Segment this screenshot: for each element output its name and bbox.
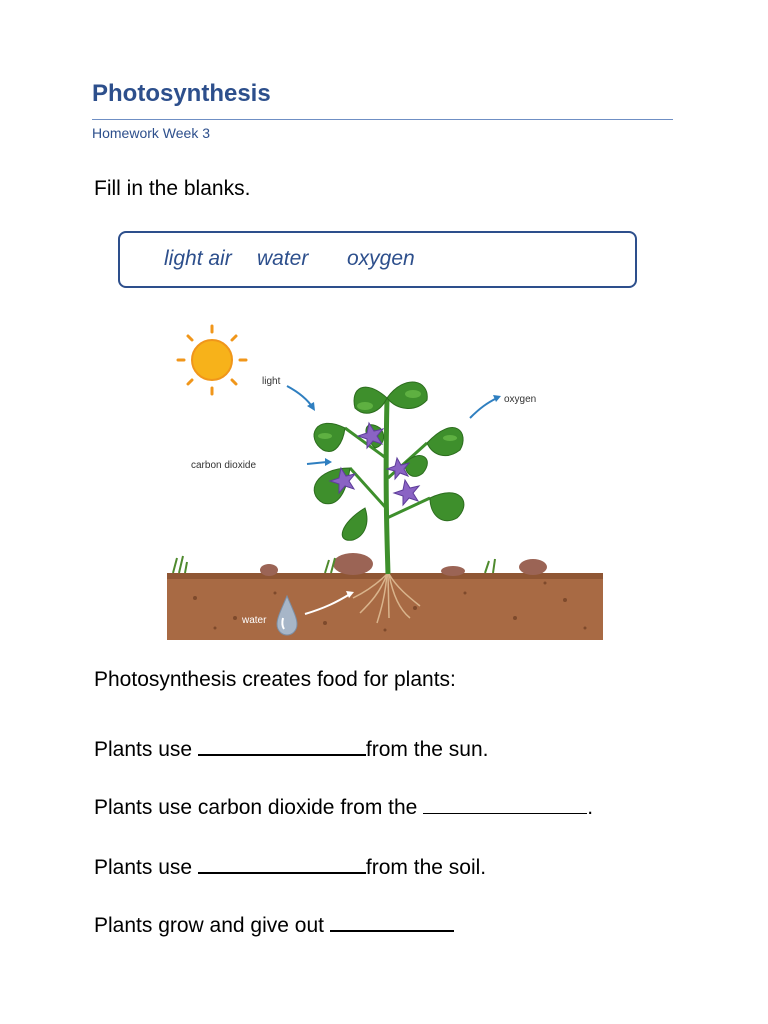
page-title: Photosynthesis (92, 80, 271, 107)
photosynthesis-diagram (165, 318, 605, 640)
word-bank-item: water (257, 247, 309, 270)
question-1-after: from the sun. (365, 738, 489, 761)
question-4 (94, 910, 454, 938)
answer-blank-3[interactable] (198, 852, 366, 874)
question-2-before: Plants use carbon dioxide from the (94, 796, 424, 819)
question-2 (94, 793, 593, 820)
sun-icon (178, 326, 246, 394)
question-3 (94, 852, 486, 880)
word-bank-item: light air (164, 247, 232, 270)
rocks (260, 553, 547, 576)
plant-stem (386, 398, 388, 574)
questions-intro: Photosynthesis creates food for plants: (94, 668, 456, 691)
word-bank-item: oxygen (347, 247, 415, 270)
label-water: water (242, 615, 267, 626)
question-1 (94, 734, 488, 762)
answer-blank-4[interactable] (330, 910, 454, 932)
label-oxygen: oxygen (504, 394, 537, 405)
label-light: light (262, 376, 281, 387)
question-4-before: Plants grow and give out (94, 914, 330, 937)
answer-blank-1[interactable] (198, 734, 366, 756)
answer-blank-2[interactable] (423, 793, 587, 814)
question-3-after: from the soil. (365, 856, 487, 879)
word-bank-box (118, 231, 637, 288)
soil-ground (167, 573, 603, 640)
question-1-before: Plants use (94, 738, 198, 761)
question-3-before: Plants use (94, 856, 198, 879)
question-2-after: . (587, 796, 594, 819)
title-divider (92, 119, 673, 120)
page-subtitle: Homework Week 3 (92, 125, 211, 141)
instruction-text: Fill in the blanks. (94, 177, 251, 200)
label-carbon-dioxide: carbon dioxide (191, 460, 257, 471)
